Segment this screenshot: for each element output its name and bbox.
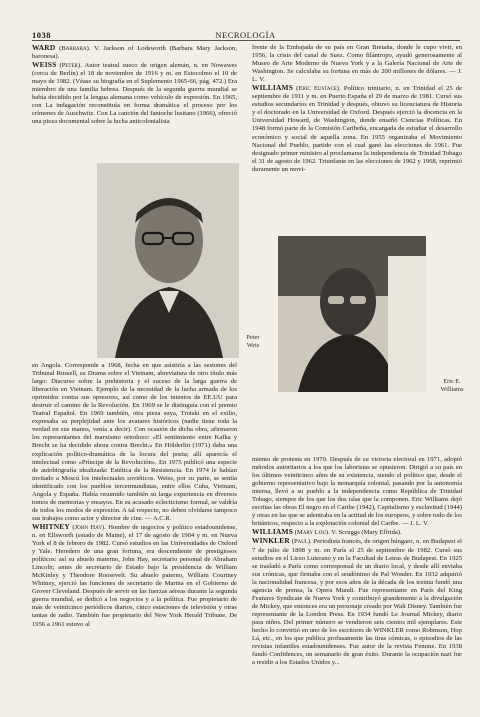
entry-text: V. Jackson of Lodsworth (Barbara Mary Jackson, baronesa). (32, 45, 237, 61)
entry-given-name: (Peter). (59, 62, 82, 70)
entry-headword: WINKLER (252, 536, 290, 546)
portrait-weiss-figure (97, 163, 239, 358)
entry-headword: WILLIAMS (252, 527, 294, 537)
entry-text: Político trinitario, n. en Trinidad el 25 de septiembre de 1911 y m. en Puerto España el 29 de marzo de 1981. Cursó sus estudios secundarios en Trinidad y después, obtuvo su licenciatura de Historia y el doctorado en la Universidad de Oxford. Después ejerció la docencia en la Universidad Howard, de Washington, donde enseñó Ciencias Políticas. En 1948 formó parte de la Comisión Caribeña, encargada de estudiar el desarrollo económico y social de aquella zona. En 1955 organizaba el Movimiento Nacional del Pueblo, partido con el cual ganó las elecciones de 1961. Fue designado primer ministro al proclamarse la independencia de Trinidad Tobago el 31 de agosto de 1962. Triunfante en las elecciones de 1962 y 1968, reprimió duramente un movi- (252, 85, 462, 173)
entry-given-name: (Paul). (291, 538, 312, 546)
entry-headword: WILLIAMS (252, 83, 294, 93)
entry-text: V. Scruggs (Mary Elfrida). (329, 529, 402, 537)
right-column-bottom (252, 456, 462, 667)
entry-text: Autor teatral sueco de origen alemán, n. en Nowawes (cerca de Berlín) el 18 de noviembre de 1916 y m. en Estocolmo el 10 de mayo de 1982. (Véase su biografía en el Suplemento 1965-66, pág. 472.) Era miembro de una familia hebrea. Después de la segunda guerra mundial se había decidido por la lengua alemana como vehículo de expresión. En 1965, con La indagación reconstituía en forma dramática el proceso por los crímenes de Auschwitz. Con La canción del fantoche lusitano (1966), ofreció una pieza documental sobre la lucha anticolonialista (32, 62, 237, 126)
entry-paragraph (32, 61, 237, 126)
entry-text: en Angola. Corresponde a 1968, fecha en que asistiría a las sesiones del Tribunal Russell, su Drama sobre el Vietnam, abreviatura de otro título más largo: Discurso sobre la prehistoria y el suceso de la larga guerra de liberación en Vietnam. Ejemplo de la necesidad de la lucha armada de los oprimidos contra sus opresores, así como de los intentos de EE.UU para destruir el camino de la Revolución. En 1969 se le distinguía con el premio Teatral Español. En 1969 también, otra pieza suya, Trotski en el exilio, expresaba su perplejidad ante los avatares históricos (nadie tiene toda la verdad en sus manos, venía a decir). Con ocasión de dicha obra, afirmaron los representantes del marxismo ortodoxo: «El sentimiento entre Kafka y Brecht se ha decidido ahora contra Brecht.» En Hölderlin (1971) daba una explicación político-dramática de la locura del poeta; allí aparecía el intelectual como «Príncipe de la Revolución». En 1975 publicó una especie de autobiografía idealizada: Estética de la Resistencia. En 1974 le habían invitado a Moscú los intelectuales soviéticos. Weiss, por su parte, se sentía identificado con los pueblos tercermundistas, entre ellos Cuba, Vietnam, Angola y España. Había resumido también su larga experiencia en diversos tomos de memorias y ensayos. En su acusado eclecticismo formal, se valdría de todos los modos de expresión. A tal respecto, no deben olvidarse tampoco sus trabajos como actor y director de cine. — A.C.R. (32, 362, 237, 522)
page-number: 1038 (32, 30, 51, 40)
entry-text: frente de la Embajada de su país en Gran Bretaña, donde le cupo vivir, en 1956, la crisis del canal de Suez. Como filántropo, ayudó generosamente al Museo de Arte Moderno de Nueva York y a la Galería Nacional de Arte de Washington. Se calculaba su fortuna en más de 200 millones de dólares. — J. L. V. (252, 44, 462, 84)
entry-given-name: (Mary Lou). (294, 529, 330, 537)
entry-text: miento de protesta en 1970. Después de su victoria electoral en 1971, adoptó métodos autoritarios a los que los laboristas se opusieron. Dirigió a su país en los últimos veinticinco años de su existencia, siendo el político que, desde el gobierno representativo bajo la monarquía colonial, pasando por la autonomía interna, llevó a su pueblo a la independencia como República de Trinidad Tobago, siempre de los que los dos islas que la componen. Eric Williams dejó escritas las obras El negro en el Caribe (1942), Capitalismo y esclavitud (1944) y otras en las que se adentraba en la actitud de los europeos, y sobre todo de los británicos, respecto a la explotación colonial del Caribe. — J. L. V. (252, 456, 462, 528)
entry-paragraph (32, 523, 237, 629)
entry-paragraph (252, 537, 462, 667)
entry-paragraph (32, 44, 237, 61)
entry-paragraph (252, 456, 462, 528)
entry-headword: WARD (32, 43, 56, 52)
portrait-photo-weiss (97, 163, 239, 358)
left-column-top (32, 44, 237, 126)
entry-headword: WEISS (32, 60, 57, 70)
entry-paragraph (32, 362, 237, 523)
left-column-bottom (32, 362, 237, 629)
entry-paragraph (252, 44, 462, 84)
right-column-top (252, 44, 462, 174)
entry-given-name: (Eric Eustace). (296, 85, 341, 93)
entry-headword: WHITNEY (32, 521, 70, 531)
running-head (32, 26, 460, 41)
section-title: NECROLOGÍA (215, 30, 276, 40)
portrait-photo-williams (278, 236, 426, 392)
portrait-williams-figure (278, 236, 426, 392)
entry-text: Periodista francés, de origen húngaro, n. en Budapest el 7 de julio de 1898 y m. en París el 25 de septiembre de 1982. Cursó sus estudios en el Liceo Luterano y en la Facultad de Letras de Budapest. En 1925 se trasladó a París como corresponsal de un diario local, y desde allí enviaba sus crónicas, que firmaba con el seudónimo de Pal Wonder. En 1932 adquirió la nacionalidad francesa, y por esos años de la década de los treinta fundó una agencia de prensa, la Opera Mundi. Fue representante en París del King Features Syndicate de Nueva York y contribuyó grandemente a la divulgación de Mickey, que entonces era un personaje creado por Walt Disney. También fue representante de la London Press. En 1934 fundó Le Journal Mickey, diario para niños. Del primer número se vendieron seis cientos mil ejemplares. Este hecho lo convirtió en uno de los escritores de WINKLER como Robinson, Hop Lá, etc., en los que publica profusamente las tiras cómicas, o episodios de las revistas infantiles estadounidenses. Fue autor de la revista Femme. En 1938 fundó Confidences, un semanario de gran éxito. Durante la ocupación nazi fue a residir a los Estados Unidos y... (252, 538, 462, 667)
photo-caption-weiss: Peter Weis (246, 334, 260, 349)
entry-given-name: (John Hay). (72, 523, 106, 531)
entry-given-name: (Barbara). (59, 45, 91, 52)
entry-paragraph (252, 84, 462, 174)
photo-caption-williams: Eric E. Williams (440, 378, 464, 393)
entry-text: Hombre de negocios y político estadounidense, n. en Ellsworth (estado de Maine), el 17 de agosto de 1904 y m. en Nueva York el 8 de febrero de 1982. Cursó estudios en las Universidades de Oxford y Yale. Heredero de una gran fortuna, era descendiente de prestigiosos políticos: así su abuelo materno, John Hay, secretario personal de Abraham Lincoln; antes de secretario de Estado bajo la presidencia de William McKinley y Theodore Roosevelt. Su abuelo paterno, William Courtney Whitney, ejerció las funciones de secretario de Marina en el Gobierno de Grover Cleveland. Después de servir en las fuerzas aéreas durante la segunda guerra mundial, se dedicó a los negocios y a la política. Fue propietario de más de veinticinco periódicos diarios, cinco estaciones de televisión y otras tantas de radio. También fue propietario del New York Herald Tribune. De 1956 a 1961 estuvo al (32, 523, 237, 628)
